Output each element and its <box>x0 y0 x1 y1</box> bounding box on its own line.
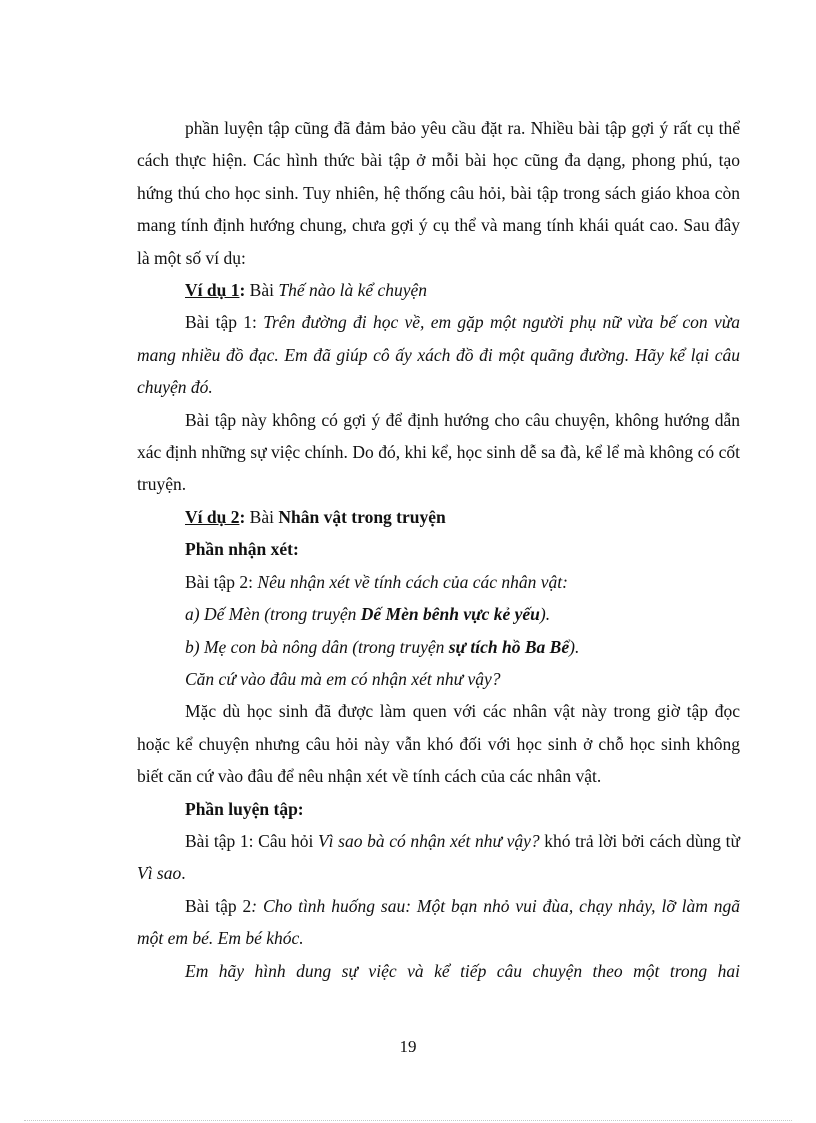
question-line: Căn cứ vào đâu mà em có nhận xét như vậy? <box>185 668 501 689</box>
example-2-label: Ví dụ 2 <box>185 506 240 527</box>
example-1-heading: Ví dụ 1: Bài Thế nào là kể chuyện <box>185 280 428 301</box>
example-2-title: Nhân vật trong truyện <box>278 506 446 527</box>
page-bottom-divider <box>24 1120 792 1121</box>
page-number: 19 <box>399 1037 417 1056</box>
example-2-heading: Ví dụ 2: Bài Nhân vật trong truyện <box>185 506 446 527</box>
example-1-label: Ví dụ 1 <box>185 280 240 301</box>
practice-task-1: Bài tập 1: Câu hỏi Vì sao bà có nhận xét như vậy? khó trả lời bởi cách dùng từ Vì sao. <box>137 830 740 884</box>
practice-task-2: Bài tập 2: Cho tình huống sau: Một bạn nhỏ vui đùa, chạy nhảy, lỡ làm ngã một em bé. Em bé khóc. <box>137 895 740 949</box>
example-1-task: Bài tập 1: Trên đường đi học về, em gặp một người phụ nữ vừa bế con vừa mang nhiều đồ đạc. Em đã giúp cô ấy xách đồ đi một quãng đường. Hãy kể lại câu chuyện đó. <box>137 312 741 398</box>
section-heading-nhan-xet: Phần nhận xét: <box>185 539 299 560</box>
list-item-a: a) Dế Mèn (trong truyện Dế Mèn bênh vực kẻ yếu). <box>185 604 551 625</box>
example-2-comment: Mặc dù học sinh đã được làm quen với các nhân vật này trong giờ tập đọc hoặc kể chuyện nhưng câu hỏi này vẫn khó đối với học sinh ở chỗ học sinh không biết căn cứ vào đâu để nêu nhận xét về tính cách của các nhân vật. <box>137 701 740 787</box>
example-1-title: Thế nào là kể chuyện <box>278 280 428 301</box>
example-1-comment: Bài tập này không có gợi ý để định hướng cho câu chuyện, không hướng dẫn xác định những sự việc chính. Do đó, khi kể, học sinh dễ sa đà, kể lể mà không có cốt truyện. <box>137 409 740 495</box>
list-item-b: b) Mẹ con bà nông dân (trong truyện sự tích hồ Ba Bể). <box>185 636 580 657</box>
example-2-task: Bài tập 2: Nêu nhận xét về tính cách của các nhân vật: <box>185 571 568 592</box>
section-heading-luyen-tap: Phần luyện tập: <box>185 798 304 819</box>
paragraph-intro: phần luyện tập cũng đã đảm bảo yêu cầu đặt ra. Nhiều bài tập gợi ý rất cụ thể cách thực hiện. Các hình thức bài tập ở mỗi bài học cũng đa dạng, phong phú, tạo hứng thú cho học sinh. Tuy nhiên, hệ thống câu hỏi, bài tập trong sách giáo khoa còn mang tính định hướng chung, chưa gợi ý cụ thể và mang tính khái quát cao. Sau đây là một số ví dụ: <box>137 118 740 268</box>
continuation-line: Em hãy hình dung sự việc và kể tiếp câu chuyện theo một trong hai <box>185 960 740 981</box>
body-text <box>137 112 740 987</box>
